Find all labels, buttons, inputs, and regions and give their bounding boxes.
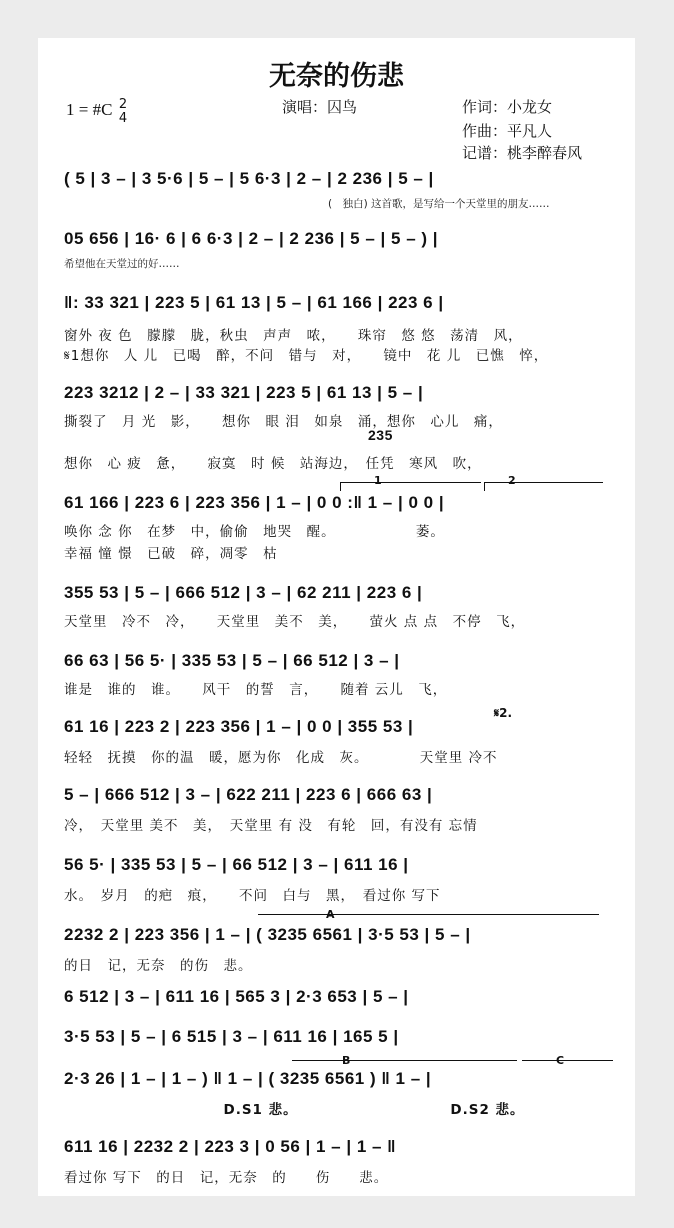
- section-b-label: B: [342, 1054, 351, 1067]
- notation-line: 223 3212 | 2 – | 33 321 | 223 5 | 61 13 | 5 – |: [64, 383, 424, 402]
- notation-line: 56 5· | 335 53 | 5 – | 66 512 | 3 – | 611 16 |: [64, 855, 409, 874]
- notation-line: 66 63 | 56 5· | 335 53 | 5 – | 66 512 | 3 – |: [64, 651, 400, 670]
- spoken-intro: ( 独白) 这首歌，是写给一个天堂里的朋友……: [328, 198, 550, 210]
- lyric-line: 𝄋1想你 人 儿 已喝 醉，不问 错与 对， 镜中 花 儿 已憔 悴，: [64, 348, 549, 364]
- notation-line: 6 512 | 3 – | 611 16 | 565 3 | 2·3 653 | 5 – |: [64, 987, 409, 1006]
- section-c-label: C: [556, 1054, 565, 1067]
- notation-line: 61 16 | 223 2 | 223 356 | 1 – | 0 0 | 355 53 |: [64, 717, 414, 736]
- composer-credit: 作曲：平凡人: [462, 122, 553, 140]
- lyric-line: 的日 记，无奈 的伤 悲。: [64, 958, 253, 974]
- lyric-line: 水。 岁月 的疤 痕， 不问 白与 黑， 看过你 写下: [64, 888, 441, 904]
- volta-1-label: 1: [374, 474, 382, 487]
- song-title: 无奈的伤悲: [269, 61, 404, 92]
- notation-line: 5 – | 666 512 | 3 – | 622 211 | 223 6 | 666 63 |: [64, 785, 433, 804]
- lyric-line: 唤你 念 你 在梦 中，偷偷 地哭 醒。 萎。: [64, 524, 445, 540]
- segno-2-mark: 𝄋2.: [494, 706, 513, 720]
- notation-line: 61 166 | 223 6 | 223 356 | 1 – | 0 0 :‖ 1 – | 0 0 |: [64, 493, 445, 512]
- time-signature-top: 2: [118, 97, 128, 112]
- lyric-line: 想你 心 疲 惫， 寂寞 时 候 站海边， 任凭 寒风 吹，: [64, 456, 482, 472]
- alt-notation: 235: [368, 427, 393, 443]
- notation-line: 3·5 53 | 5 – | 6 515 | 3 – | 611 16 | 165 5 |: [64, 1027, 399, 1046]
- lyric-line: 冷， 天堂里 美不 美， 天堂里 有 没 有轮 回，有没有 忘情: [64, 818, 478, 834]
- singer-credit: 演唱：囚鸟: [282, 98, 358, 116]
- notation-line: 355 53 | 5 – | 666 512 | 3 – | 62 211 | 223 6 |: [64, 583, 423, 602]
- section-b-line: [292, 1060, 517, 1061]
- section-a-label: A: [326, 908, 335, 921]
- time-signature-bottom: 4: [118, 111, 128, 126]
- dal-segno-line: D.S1 悲。 D.S2 悲。: [64, 1102, 525, 1118]
- notation-line: 611 16 | 2232 2 | 223 3 | 0 56 | 1 – | 1 – ‖: [64, 1137, 397, 1156]
- lyric-line: 天堂里 冷不 冷， 天堂里 美不 美， 萤火 点 点 不停 飞，: [64, 614, 526, 630]
- lyric-line: 幸福 憧 憬 已破 碎，凋零 枯: [64, 546, 278, 562]
- spoken-intro: 希望他在天堂过的好……: [64, 258, 180, 270]
- volta-2-label: 2: [508, 474, 516, 487]
- section-c-line: [522, 1060, 613, 1061]
- key-signature: 1 = #C: [66, 100, 113, 119]
- notation-line: 2232 2 | 223 356 | 1 – | ( 3235 6561 | 3·5 53 | 5 – |: [64, 925, 471, 944]
- score-page: [38, 38, 635, 1196]
- transcriber-credit: 记谱：桃李醉春风: [462, 144, 583, 162]
- notation-line: ‖: 33 321 | 223 5 | 61 13 | 5 – | 61 166 | 223 6 |: [64, 293, 444, 312]
- lyric-line: 谁是 谁的 谁。 风干 的誓 言， 随着 云儿 飞，: [64, 682, 448, 698]
- lyric-line: 轻轻 抚摸 你的温 暖，愿为你 化成 灰。 天堂里 冷不: [64, 750, 498, 766]
- notation-line: 05 656 | 16· 6 | 6 6·3 | 2 – | 2 236 | 5 – | 5 – ) |: [64, 229, 439, 248]
- notation-line: ( 5 | 3 – | 3 5·6 | 5 – | 5 6·3 | 2 – | 2 236 | 5 – |: [64, 169, 434, 188]
- lyricist-credit: 作词：小龙女: [462, 98, 553, 116]
- notation-line: 2·3 26 | 1 – | 1 – ) ‖ 1 – | ( 3235 6561 ) ‖ 1 – |: [64, 1069, 432, 1088]
- lyric-line: 撕裂了 月 光 影， 想你 眼 泪 如泉 涌，想你 心儿 痛，: [64, 414, 503, 430]
- section-a-line: [258, 914, 599, 915]
- lyric-line: 看过你 写下 的日 记，无奈 的 伤 悲。: [64, 1170, 389, 1186]
- lyric-line: 窗外 夜 色 朦朦 胧，秋虫 声声 哝， 珠帘 悠 悠 荡清 风，: [64, 328, 523, 344]
